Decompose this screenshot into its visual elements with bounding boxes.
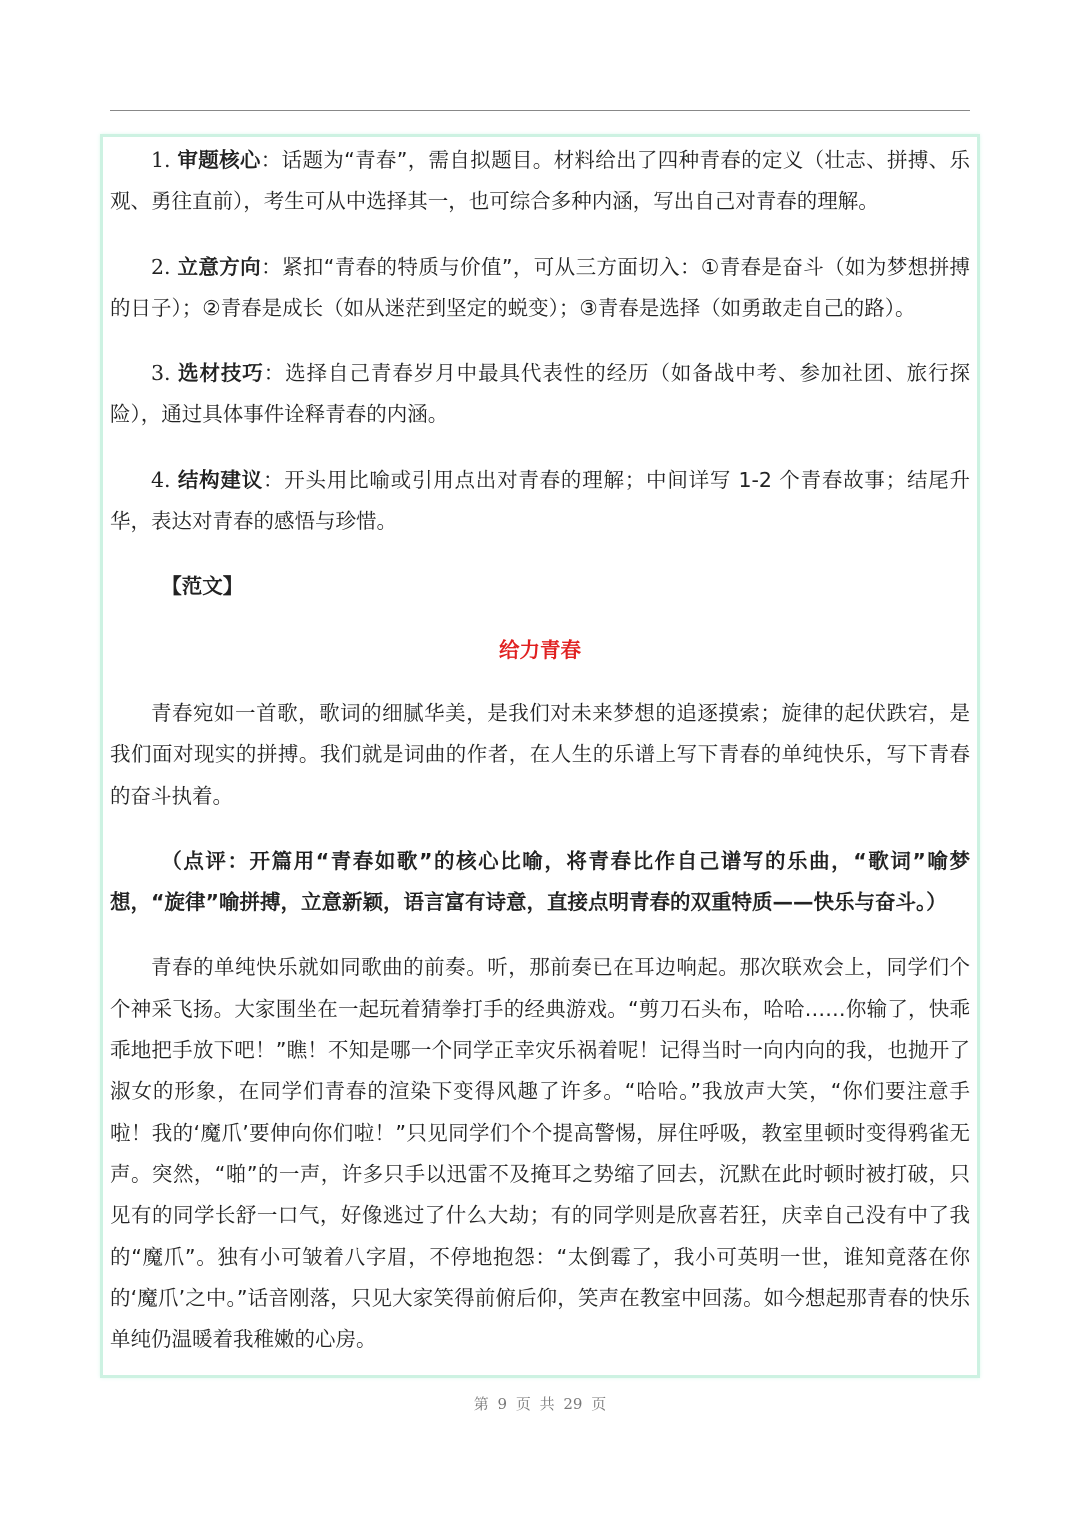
analysis-point-1 <box>110 140 970 223</box>
point-number: 2. <box>151 254 171 279</box>
essay-title: 给力青春 <box>499 637 581 662</box>
point-number: 3. <box>151 361 171 386</box>
point-number: 4. <box>151 467 171 492</box>
header-rule <box>110 110 970 111</box>
essay-paragraph-2: 青春的单纯快乐就如同歌曲的前奏。听，那前奏已在耳边响起。那次联欢会上，同学们个个神采飞扬。大家围坐在一起玩着猜拳打手的经典游戏。“剪刀石头布，哈哈……你输了，快乖乖地把手放下吧！”瞧！不知是哪一个同学正幸灾乐祸着呢！记得当时一向内向的我，也抛开了淑女的形象，在同学们青春的渲染下变得风趣了许多。“哈哈。”我放声大笑，“你们要注意手啦！我的‘魔爪’要伸向你们啦！”只见同学们个个提高警惕，屏住呼吸，教室里顿时变得鸦雀无声。突然，“啪”的一声，许多只手以迅雷不及掩耳之势缩了回去，沉默在此时顿时被打破，只见有的同学长舒一口气，好像逃过了什么大劫；有的同学则是欣喜若狂，庆幸自己没有中了我的“魔爪”。独有小可皱着八字眉，不停地抱怨：“太倒霉了，我小可英明一世，谁知竟落在你的‘魔爪’之中。”话音刚落，只见大家笑得前俯后仰，笑声在教室中回荡。如今想起那青春的快乐单纯仍温暖着我稚嫩的心房。 <box>110 955 970 1352</box>
point-text: ：话题为“青春”，需自拟题目。材料给出了四种青春的定义（壮志、拼搏、乐观、勇往直前），考生可从中选择其一，也可综合多种内涵，写出自己对青春的理解。 <box>110 148 970 214</box>
document-body <box>110 140 970 1384</box>
point-text: ：选择自己青春岁月中最具代表性的经历（如备战中考、参加社团、旅行探险），通过具体事件诠释青春的内涵。 <box>110 361 971 427</box>
point-text: ：紧扣“青春的特质与价值”，可从三方面切入：①青春是奋斗（如为梦想拼搏的日子）；②青春是成长（如从迷茫到坚定的蜕变）；③青春是选择（如勇敢走自己的路）。 <box>110 254 971 320</box>
essay-paragraph-1: 青春宛如一首歌，歌词的细腻华美，是我们对未来梦想的追逐摸索；旋律的起伏跌宕，是我们面对现实的拼搏。我们就是词曲的作者，在人生的乐谱上写下青春的单纯快乐，写下青春的奋斗执着。 <box>110 700 970 808</box>
point-text: ：开头用比喻或引用点出对青春的理解；中间详写 1-2 个青春故事；结尾升华，表达对青春的感悟与珍惜。 <box>110 467 970 534</box>
page-footer: 第 9 页 共 29 页 <box>473 1395 607 1413</box>
analysis-point-3 <box>110 353 970 436</box>
analysis-point-4 <box>110 460 970 543</box>
point-heading: 选材技巧 <box>178 361 264 386</box>
essay-comment: （点评：开篇用“青春如歌”的核心比喻，将青春比作自己谱写的乐曲，“歌词”喻梦想，“旋律”喻拼搏，立意新颖，语言富有诗意，直接点明青春的双重特质——快乐与奋斗。） <box>110 848 970 915</box>
point-heading: 审题核心 <box>177 148 261 172</box>
analysis-point-2 <box>110 247 970 330</box>
point-number: 1. <box>151 148 171 172</box>
sample-label: 【范文】 <box>161 574 244 599</box>
point-heading: 立意方向 <box>177 254 262 279</box>
point-heading: 结构建议 <box>177 467 263 492</box>
